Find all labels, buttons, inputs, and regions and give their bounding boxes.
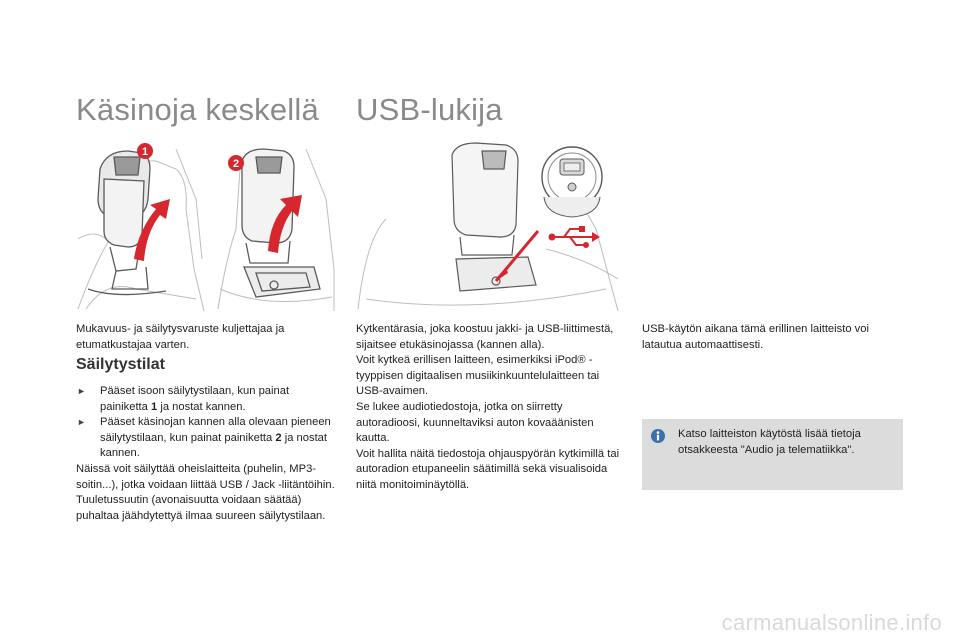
usb-paragraph: Kytkentärasia, joka koostuu jakki- ja USB-liittimestä, sijaitsee etukäsinojassa (kannen alla). <box>356 323 614 351</box>
storage-heading: Säilytystilat <box>76 356 165 373</box>
usb-port-detail <box>542 147 602 217</box>
storage-text <box>76 384 338 524</box>
usb-paragraph: Voit kytkeä erillisen laitteen, esimerkiksi iPod® -tyyppisen digitaalisen musiikinkuuntelulaitteen tai USB-avaimen. <box>356 354 600 398</box>
info-icon <box>651 429 665 443</box>
usb-paragraph: Se lukee audiotiedostoja, jotka on siirretty autoradioosi, kuunneltaviksi auton kovaäänisten kautta. <box>356 400 594 445</box>
storage-body-paragraph: Tuuletussuutin (avonaisuutta voidaan säätää) puhaltaa jäähdytettyä ilmaa suureen säilytystilaan. <box>76 494 326 522</box>
page-title-usb: USB-lukija <box>356 92 503 127</box>
usb-reader-figure <box>356 139 620 315</box>
armrest-figure-1 <box>76 139 206 315</box>
bullet-arrow-icon: ► <box>77 417 86 428</box>
bullet-arrow-icon: ► <box>77 386 86 396</box>
usb-symbol-icon <box>549 226 601 248</box>
storage-bullet: ► Pääset isoon säilytystilaan, kun painat painiketta 1 ja nostat kannen. <box>77 385 290 413</box>
storage-bullet-list <box>76 384 338 462</box>
callout-2: 2 <box>232 158 240 170</box>
armrest-intro: Mukavuus- ja säilytysvaruste kuljettajaa ja etumatkustajaa varten. <box>76 323 285 351</box>
watermark: carmanualsonline.info <box>721 610 942 635</box>
info-text: Katso laitteiston käytöstä lisää tietoja otsakkeesta "Audio ja telematiikka". <box>678 428 861 456</box>
storage-body-paragraph: Näissä voit säilyttää oheislaitteita (puhelin, MP3-soitin...), jotka voidaan liittää USB / Jack -liitäntöihin. <box>76 462 335 491</box>
callout-1: 1 <box>141 146 149 158</box>
info-box <box>642 419 903 490</box>
usb-description <box>356 322 626 494</box>
usb-charging-note: USB-käytön aikana tämä erillinen laitteisto voi latautua automaattisesti. <box>642 323 869 351</box>
usb-paragraph: Voit hallita näitä tiedostoja ohjauspyörän kytkimillä tai autoradion etupaneelin säätimillä sekä visualisoida niitä monitoiminäytöllä. <box>356 447 620 491</box>
armrest-figure-2 <box>216 139 336 315</box>
page-title-armrest: Käsinoja keskellä <box>76 92 319 127</box>
storage-bullet: ► Pääset käsinojan kannen alla olevaan pieneen säilytystilaan, kun painat painiketta 2 ja nostat kannen. <box>77 416 331 460</box>
